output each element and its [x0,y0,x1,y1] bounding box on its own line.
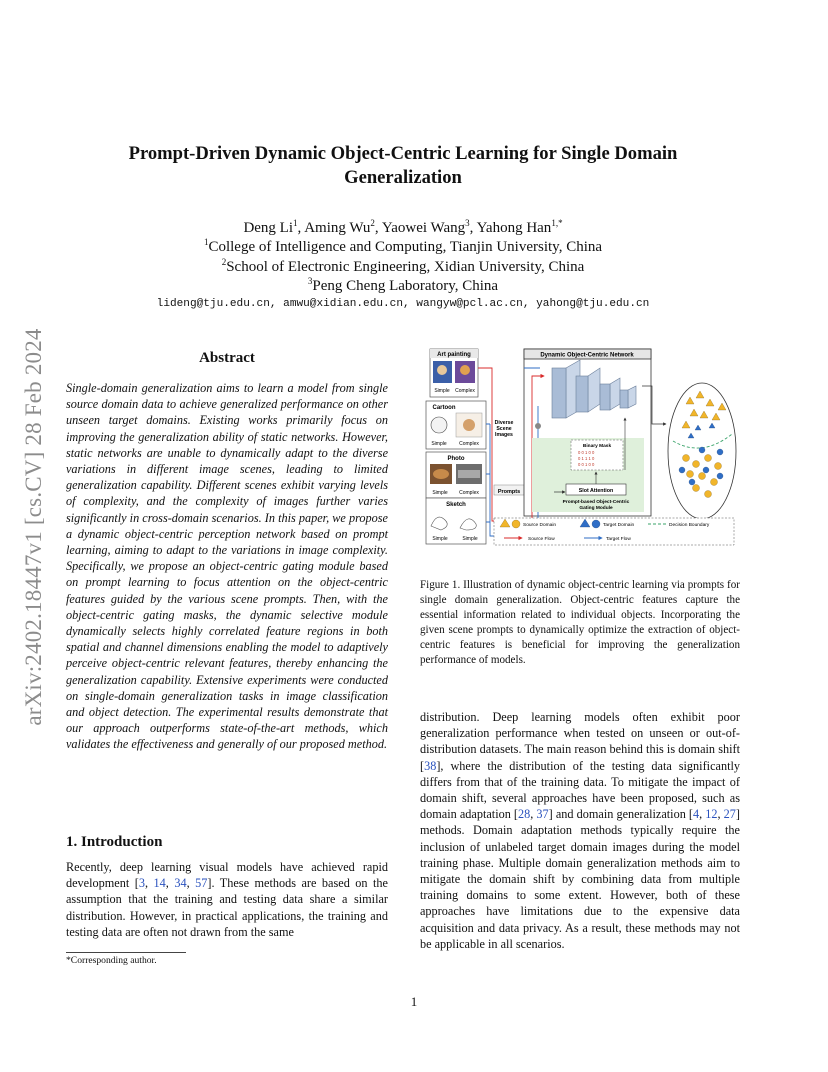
panel-sublabel: Complex [459,490,479,496]
domain-panel-sketch [426,498,486,544]
network-title: Dynamic Object-Centric Network [540,352,634,359]
author-name: Aming Wu [304,220,371,236]
affiliation-sup: 1 [203,237,209,247]
affiliation-sup: 3 [307,276,313,286]
abstract-heading: Abstract [199,350,255,366]
figure-caption: Figure 1. Illustration of dynamic object-centric learning via prompts for single domain generalization. Object-centric features capture the essential information related to individual objects. Incorporating the given scene prompts to dynamically optimize the extraction of object-centric features is beneficial for improving the generalization performance of models. [420,579,740,666]
author-emails: lideng@tju.edu.cn, amwu@xidian.edu.cn, wangyw@pcl.ac.cn, yahong@tju.edu.cn [156,298,650,310]
author-name: Yaowei Wang [381,220,466,236]
mask-grid [578,450,595,467]
panel-label: Cartoon [432,405,456,411]
author-list: Deng Li$^1$, Aming Wu$^2$, Yaowei Wang$^3$, Yahong Han$^{1,*}$ [243,218,563,236]
text-run: ], where the distribution of the testing data significantly differs from that of the training data. To mitigate the impact of domain shift, several approaches have been proposed, such as domain adaptation [ [420,758,740,822]
author-sup: 2 [370,218,375,228]
binary-mask-label: Binary Mask [582,444,612,449]
citation-link[interactable]: 27 [723,807,736,822]
citation-link[interactable]: 38 [424,758,437,773]
abstract-body: Single-domain generalization aims to learn a model from single source domain data to achieve generalized performance on other unseen target domains. Existing works primarily focus on improving the generalization ability of static networks. However, static networks are unable to dynamically adapt to the diverse variations in different image scenes, leading to limited generalization capability. Different scenes exhibit varying levels of complexity, and the complexity of images further varies significantly in cross-domain scenarios. In this paper, we propose a dynamic object-centric perception network based on prompt learning, aiming to adapt to the variations in image complexity. Specifically, we propose an object-centric gating module based on prompt learning to focus attention on the object-centric features guided by the various scene prompts. Then, with the object-centric gating masks, the dynamic selective module dynamically selects highly correlated feature regions in both spatial and channel dimensions enabling the model to adaptively perceive object-centric relevant features, thereby enhancing the generalization capability. Extensive experiments were conducted on single-domain generalization tasks in image classification and object detection. The experimental results demonstrate that our approach outperforms state-of-the-art methods, which validates the effectiveness and generally of our proposed method. [66,381,388,752]
text-run: ]. These methods are based on the assumption that the training and testing data share a similar distribution. However, in practical applications, the training and testing data are often not drawn from the same [66,876,388,939]
domain-panel-photo [426,452,486,498]
affiliation [90,277,716,297]
author-sup: 1,* [551,218,563,228]
citation-link[interactable]: 37 [536,807,549,822]
domain-panel-art [430,349,478,397]
legend-target-domain: Target Domain [603,523,635,528]
author-sup: 1 [293,218,298,228]
affiliation-sup: 2 [221,256,227,267]
svg-text:0 0 1 0 0: 0 0 1 0 0 [578,450,595,455]
panel-sublabel: Simple [432,536,448,542]
panel-sublabel: Simple [432,490,448,496]
legend-source-flow: Source Flow [528,537,555,542]
decision-ellipse [668,383,736,519]
panel-label: Photo [447,456,465,462]
panel-sublabel: Simple [462,536,478,542]
intro-paragraph: Recently, deep learning visual models have achieved rapid development [3, 14, 34, 57]. These methods are based on the assumption that the training and testing data share a similar distribution. However, in practical applications, the training and testing data are often not drawn from the same [66,860,388,939]
text-run: ] methods. Domain adaptation methods typically require the inclusion of unlabeled target domain images during the model training phase. Multiple domain generalization methods aim to mitigate the domain shift by combining data from multiple training domains to some extent. However, both of these approaches have limitations due to the expensive data acquisition and data privacy. As a result, these methods may not be applicable in all scenarios. [420,807,741,951]
slot-attention-label: Slot Attention [578,488,614,494]
section-heading: 1. Introduction [66,834,163,850]
affiliation-text: School of Electronic Engineering, Xidian University, China [226,258,585,275]
body-paragraph: distribution. Deep learning models often exhibit poor generalization performance when tested on unseen or out-of-distribution datasets. The main reason behind this is domain shift [38], where the distribution of the testing data significantly differs from that of the training data. To mitigate the impact of domain shift, several approaches have been proposed, such as domain adaptation [28, 37] and domain generalization [4, 12, 27] methods. Domain adaptation methods typically require the inclusion of unlabeled target domain images during the model training phase. Multiple domain generalization methods aim to mitigate the domain shift by combining data from multiple training domains to some extent. However, both of these approaches have limitations due to the expensive data acquisition and data privacy. As a result, these methods may not be applicable in all scenarios. [420,710,741,951]
figure-1 [420,346,740,556]
legend-target-flow: Target Flow [606,537,631,542]
svg-text:0 1 1 1 0: 0 1 1 1 0 [578,456,595,461]
panel-sublabel: Simple [431,441,447,447]
target-flow-line [486,424,490,522]
legend-source-domain: Source Domain [523,523,557,528]
author-name: Deng Li [243,220,294,236]
citation-link[interactable]: 14 [153,876,166,891]
footnote: *Corresponding author. [66,955,157,966]
arxiv-stamp: arXiv:2402.18447v1 [cs.CV] 28 Feb 2024 [21,328,46,726]
page-number: 1 [410,994,418,1009]
domain-panel-cartoon [426,401,486,449]
panel-sublabel: Complex [459,441,479,447]
citation-link[interactable]: 12 [705,807,718,822]
affiliation [90,238,716,258]
svg-text:0 0 1 0 0: 0 0 1 0 0 [578,462,595,467]
footnote-rule [66,952,186,953]
panel-sublabel: Complex [455,388,475,394]
panel-sublabel: Simple [434,388,450,394]
author-sup: 3 [465,218,470,228]
text-run: ] and domain generalization [ [548,807,693,822]
paper-title: Prompt-Driven Dynamic Object-Centric Learning for Single Domain Generalization [128,143,678,188]
panel-label: Sketch [446,502,466,508]
affiliation-text: College of Intelligence and Computing, Tianjin University, China [208,239,603,255]
gating-module-label: Prompt-based Object-Centric Gating Module [562,500,630,511]
text-run: Recently, deep learning visual models have achieved rapid development [ [66,860,388,891]
text-run: distribution. Deep learning models often exhibit poor generalization performance when tested on unseen or out-of-distribution datasets. The main reason behind this is domain shift [ [420,710,740,773]
author-name: Yahong Han [476,220,552,236]
prompts-label: Prompts [497,489,521,495]
citation-link[interactable]: 28 [518,807,531,822]
affiliation [90,258,716,278]
citation-link[interactable]: 3 [138,876,145,891]
citation-link[interactable]: 57 [195,876,208,891]
panel-label: Art painting [437,352,471,358]
diverse-scene-label: Diverse Scene Images [494,420,514,438]
citation-link[interactable]: 34 [174,876,187,891]
affiliation-text: Peng Cheng Laboratory, China [312,278,499,294]
legend-decision-boundary: Decision Boundary [669,523,710,528]
citation-link[interactable]: 4 [692,807,700,822]
